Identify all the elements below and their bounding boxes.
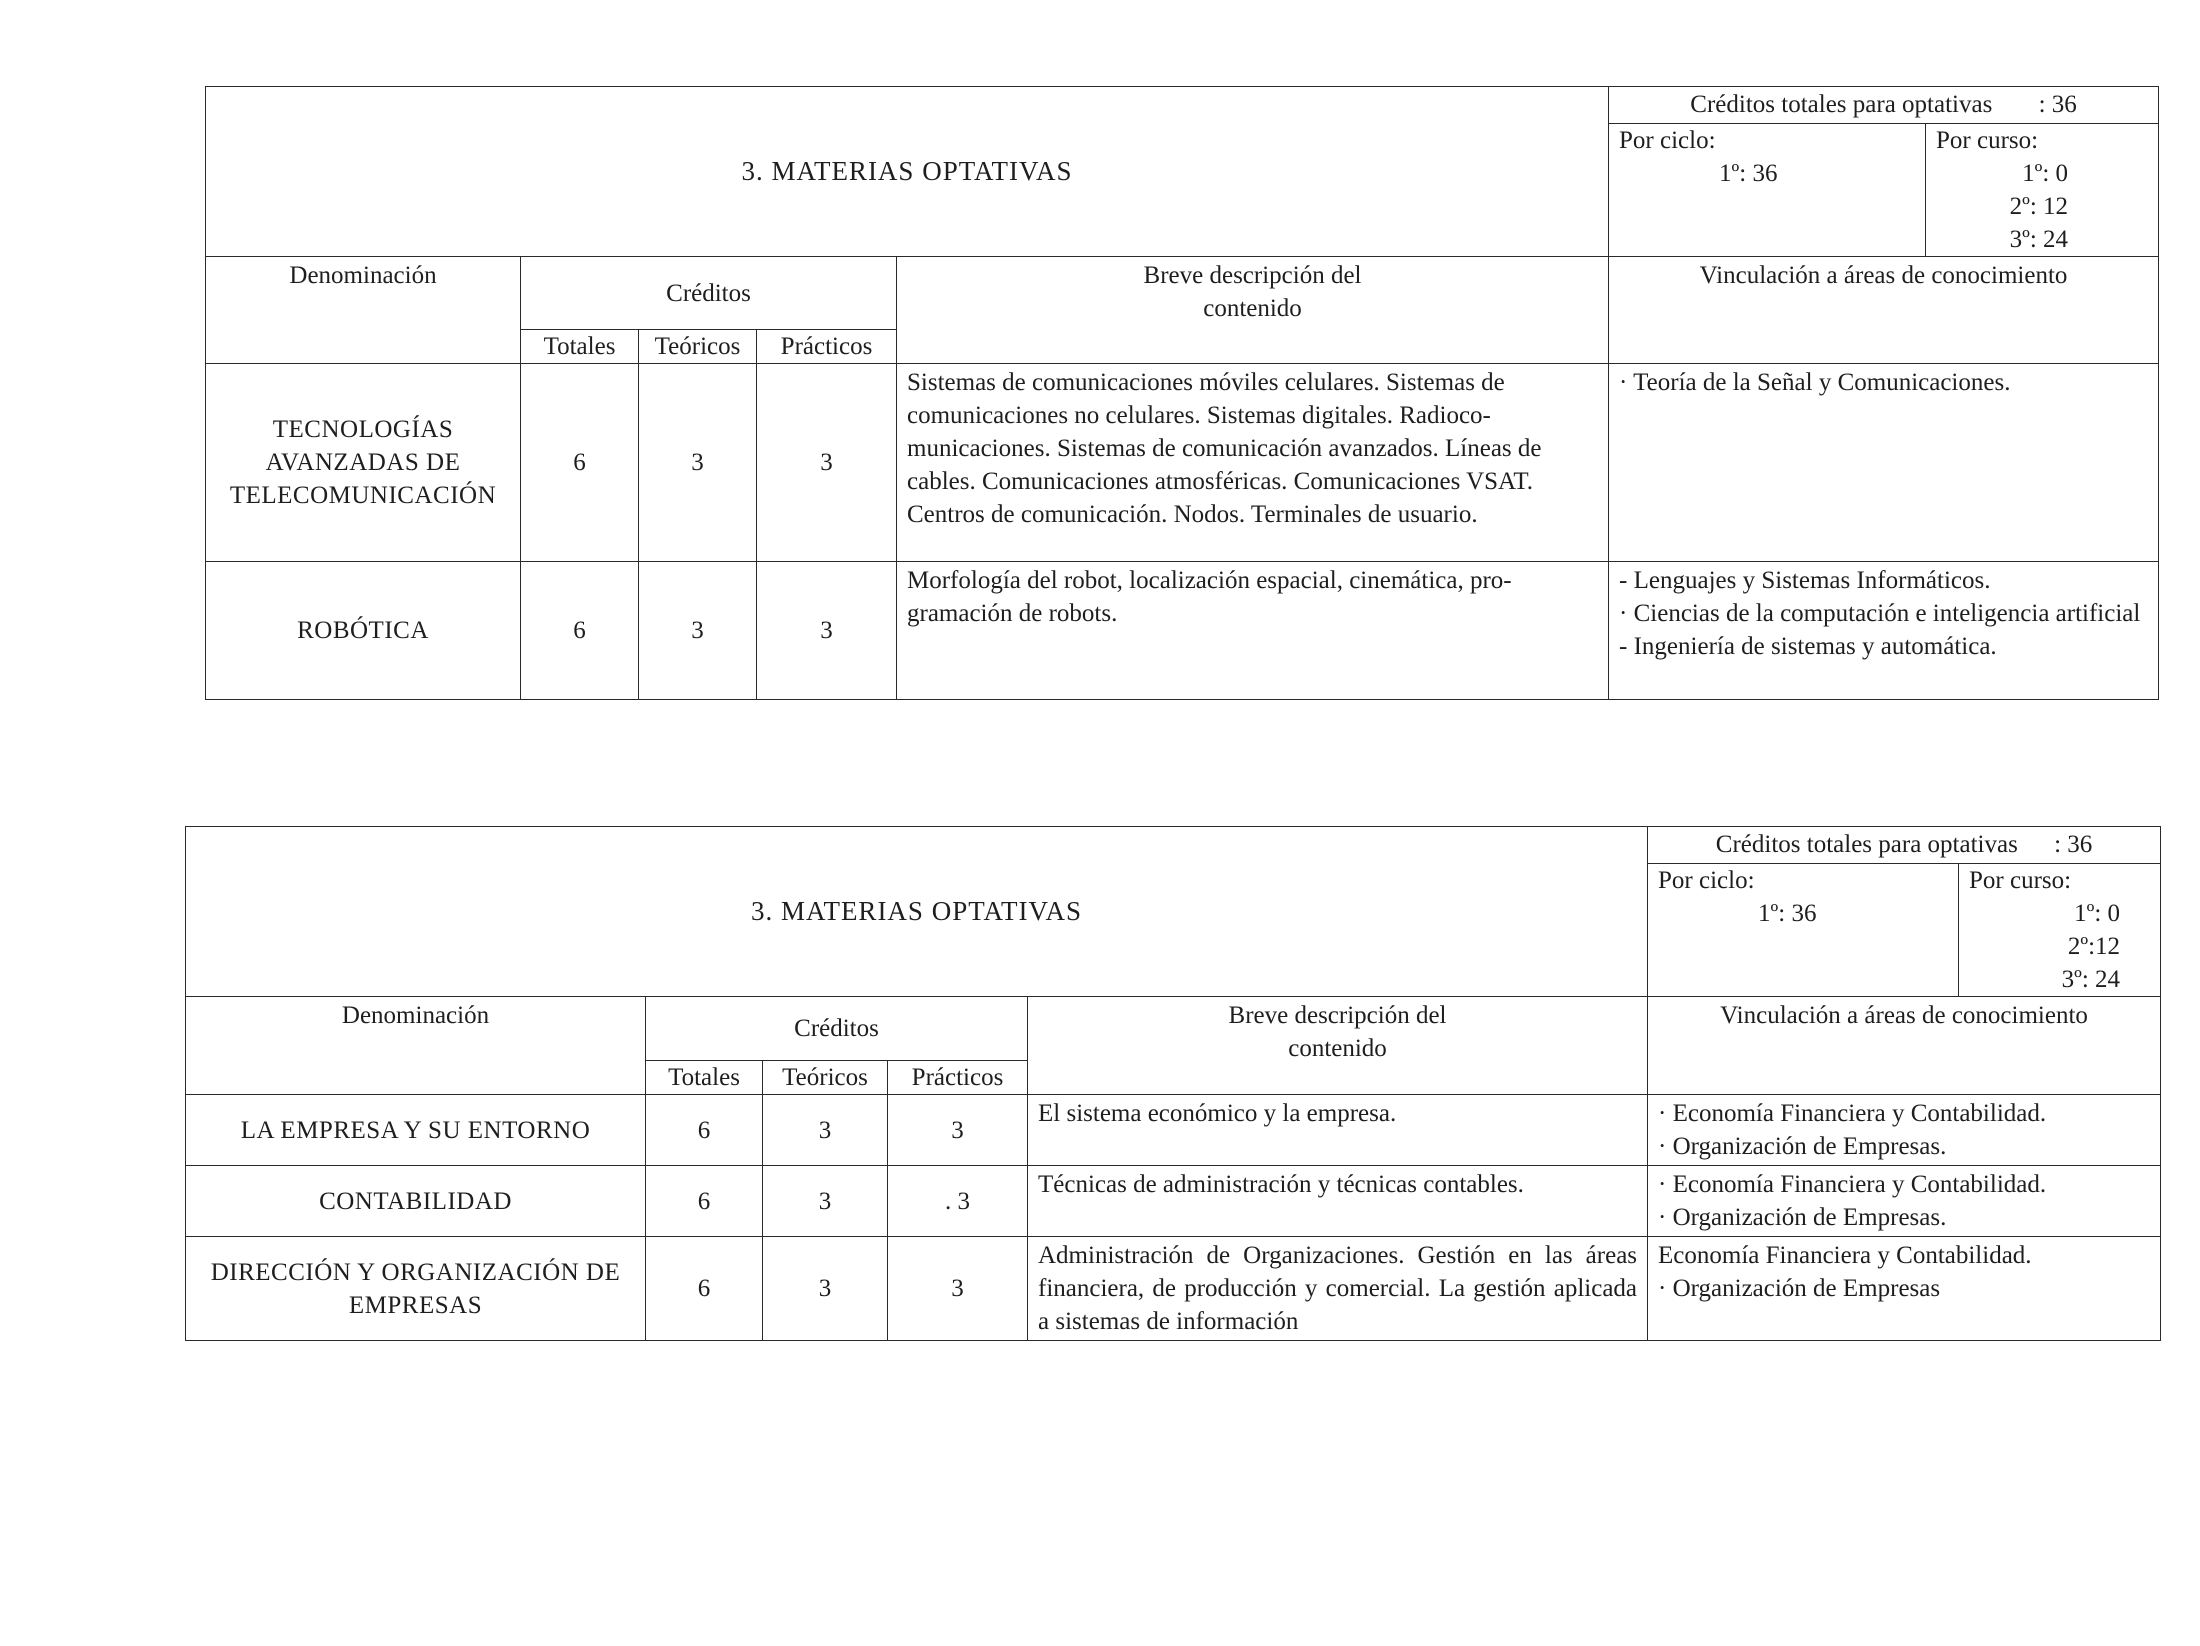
por-ciclo-value: 1º: 36 bbox=[1719, 160, 1778, 187]
area-item: - Ingeniería de sistemas y automática. bbox=[1619, 633, 1997, 660]
credits-total-value: : 36 bbox=[2038, 91, 2077, 118]
por-ciclo-value: 1º: 36 bbox=[1758, 900, 1817, 927]
table-row bbox=[186, 1237, 2161, 1341]
area-item: · Economía Financiera y Contabilidad. bbox=[1658, 1171, 2047, 1198]
header-vinculacion: Vinculación a áreas de conocimiento bbox=[1609, 257, 2159, 364]
area-item: · Ciencias de la computación e inteligencia artificial bbox=[1619, 600, 2141, 627]
header-teoricos: Teóricos bbox=[639, 330, 757, 364]
subject-description: El sistema económico y la empresa. bbox=[1028, 1095, 1648, 1166]
subject-areas bbox=[1609, 562, 2159, 700]
credits-total-label: Créditos totales para optativas bbox=[1715, 831, 2018, 858]
header-denominacion: Denominación bbox=[206, 257, 521, 364]
credits-totales: 6 bbox=[521, 562, 639, 700]
credits-teoricos: 3 bbox=[639, 562, 757, 700]
subject-name: TECNOLOGÍAS AVANZADAS DE TELECOMUNICACIÓN bbox=[206, 364, 521, 562]
area-item: · Teoría de la Señal y Comunicaciones. bbox=[1619, 369, 2011, 396]
header-descripcion-text: Breve descripción del contenido bbox=[1228, 1002, 1447, 1062]
por-curso-label: Por curso: bbox=[1969, 867, 2072, 894]
credits-totales: 6 bbox=[521, 364, 639, 562]
credits-practicos: 3 bbox=[888, 1237, 1028, 1341]
credits-total-label: Créditos totales para optativas bbox=[1690, 91, 1993, 118]
table-row bbox=[186, 1166, 2161, 1237]
header-descripcion bbox=[1028, 997, 1648, 1095]
por-ciclo-label: Por ciclo: bbox=[1658, 867, 1755, 894]
area-item: · Organización de Empresas. bbox=[1658, 1133, 1947, 1160]
subject-description: Técnicas de administración y técnicas contables. bbox=[1028, 1166, 1648, 1237]
header-descripcion-text: Breve descripción del contenido bbox=[1143, 262, 1362, 322]
area-item: Economía Financiera y Contabilidad. bbox=[1658, 1242, 2032, 1269]
header-practicos: Prácticos bbox=[757, 330, 897, 364]
credits-box bbox=[1648, 827, 2161, 997]
area-item: · Organización de Empresas. bbox=[1658, 1204, 1947, 1231]
por-curso-value: 1º: 0 bbox=[2022, 160, 2069, 187]
credits-totales: 6 bbox=[646, 1095, 763, 1166]
subject-areas bbox=[1648, 1166, 2161, 1237]
header-totales: Totales bbox=[521, 330, 639, 364]
credits-box bbox=[1609, 87, 2159, 257]
area-item: · Economía Financiera y Contabilidad. bbox=[1658, 1100, 2047, 1127]
subject-description: Morfología del robot, localización espacial, cinemática, pro- gramación de robots. bbox=[897, 562, 1609, 700]
subject-areas bbox=[1648, 1095, 2161, 1166]
section-title: 3. MATERIAS OPTATIVAS bbox=[206, 87, 1609, 257]
section-title: 3. MATERIAS OPTATIVAS bbox=[186, 827, 1648, 997]
area-item: - Lenguajes y Sistemas Informáticos. bbox=[1619, 567, 1991, 594]
credits-totales: 6 bbox=[646, 1237, 763, 1341]
credits-total bbox=[1609, 87, 2158, 124]
header-practicos: Prácticos bbox=[888, 1061, 1028, 1095]
credits-total-value: : 36 bbox=[2054, 831, 2093, 858]
por-curso-value: 3º: 24 bbox=[2009, 226, 2069, 253]
por-curso-label: Por curso: bbox=[1936, 127, 2039, 154]
credits-practicos: 3 bbox=[757, 364, 897, 562]
por-curso-value: 2º:12 bbox=[2067, 933, 2121, 960]
credits-practicos: . 3 bbox=[888, 1166, 1028, 1237]
header-descripcion bbox=[897, 257, 1609, 364]
credits-teoricos: 3 bbox=[763, 1237, 888, 1341]
credits-practicos: 3 bbox=[757, 562, 897, 700]
subject-name: ROBÓTICA bbox=[206, 562, 521, 700]
por-curso-value: 1º: 0 bbox=[2074, 900, 2121, 927]
header-totales: Totales bbox=[646, 1061, 763, 1095]
subject-name: CONTABILIDAD bbox=[186, 1166, 646, 1237]
table-row bbox=[206, 562, 2159, 700]
optativas-table-1 bbox=[205, 86, 2159, 700]
credits-teoricos: 3 bbox=[763, 1166, 888, 1237]
subject-name: DIRECCIÓN Y ORGANIZACIÓN DE EMPRESAS bbox=[186, 1237, 646, 1341]
header-denominacion: Denominación bbox=[186, 997, 646, 1095]
area-item: · Organización de Empresas bbox=[1658, 1275, 1941, 1302]
header-creditos: Créditos bbox=[646, 997, 1028, 1061]
credits-practicos: 3 bbox=[888, 1095, 1028, 1166]
por-ciclo-label: Por ciclo: bbox=[1619, 127, 1716, 154]
credits-teoricos: 3 bbox=[639, 364, 757, 562]
credits-totales: 6 bbox=[646, 1166, 763, 1237]
por-curso-value: 2º: 12 bbox=[2009, 193, 2069, 220]
credits-teoricos: 3 bbox=[763, 1095, 888, 1166]
header-creditos: Créditos bbox=[521, 257, 897, 330]
credits-total bbox=[1648, 827, 2160, 864]
optativas-table-2 bbox=[185, 826, 2161, 1341]
header-teoricos: Teóricos bbox=[763, 1061, 888, 1095]
table-row bbox=[186, 1095, 2161, 1166]
subject-areas bbox=[1609, 364, 2159, 562]
subject-name: LA EMPRESA Y SU ENTORNO bbox=[186, 1095, 646, 1166]
subject-description: Administración de Organizaciones. Gestión en las áreas financiera, de producción y comercial. La gestión aplicada a sistemas de información bbox=[1028, 1237, 1648, 1341]
subject-areas bbox=[1648, 1237, 2161, 1341]
table-row bbox=[206, 364, 2159, 562]
por-curso-value: 3º: 24 bbox=[2061, 966, 2121, 993]
subject-description: Sistemas de comunicaciones móviles celulares. Sistemas de comunicaciones no celulares. Sistemas digitales. Radioco- municaciones. Sistemas de comunicación avanzados. Líneas de cables. Comunicaciones atmosféricas. Comunicaciones VSAT. Centros de comunicación. Nodos. Terminales de usuario. bbox=[897, 364, 1609, 562]
header-vinculacion: Vinculación a áreas de conocimiento bbox=[1648, 997, 2161, 1095]
